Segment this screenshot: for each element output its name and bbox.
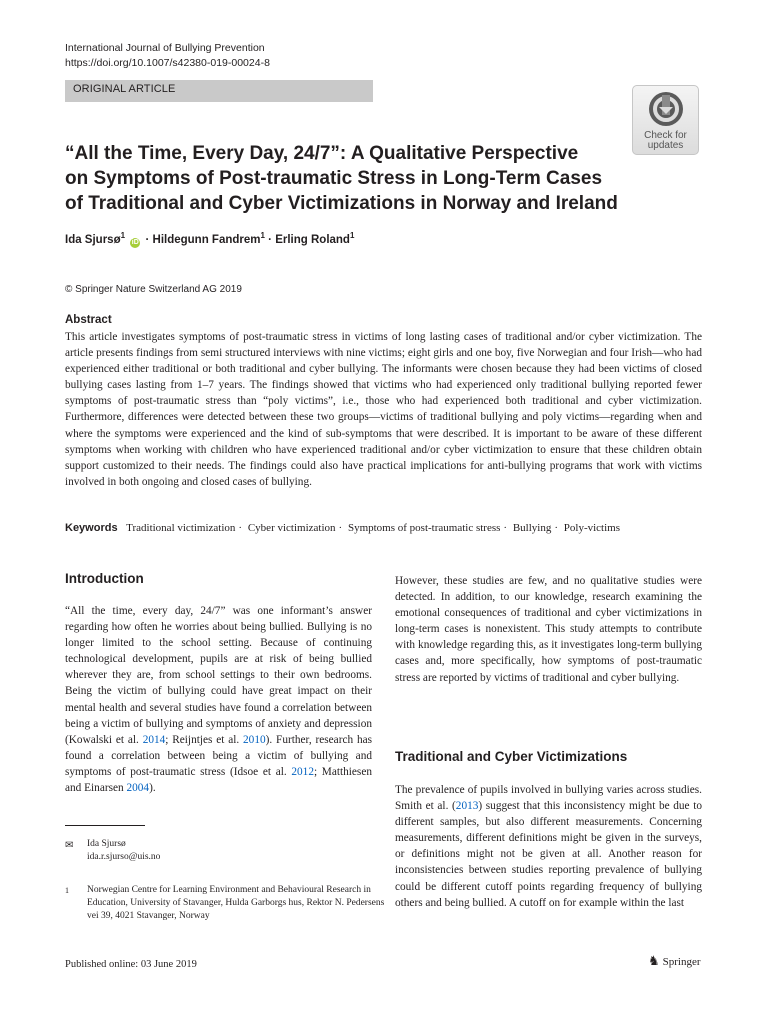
citation-link[interactable]: 2010	[243, 733, 266, 746]
author-1-name[interactable]: Ida Sjursø	[65, 233, 121, 246]
journal-header	[65, 41, 270, 71]
affiliation-text: Norwegian Centre for Learning Environment and Behavioural Research in Education, University of Stavanger, Hulda Garborgs hus, Rektor N. Pedersens vei 39, 4021 Stavanger, Norway	[87, 885, 385, 921]
citation-link[interactable]: 2014	[142, 733, 166, 746]
journal-name: International Journal of Bullying Prevention	[65, 42, 265, 54]
intro-text-4: ; Matthiesen and Einarsen	[65, 765, 372, 795]
author-separator: ·	[145, 233, 150, 246]
keyword-separator: ·	[503, 522, 508, 534]
keywords-line	[65, 522, 620, 534]
trad-text-2: ) suggest that this inconsistency might be due to different samples, but also different measurements. Concerning measurements, different definitions might be given in the surveys, or definitions might not be given at all. Another reason for inconsistencies between studies reporting prevalence of bullying could be different cutoff points regarding frequency of bullying others and being bullied. A cutoff on for example within the last	[395, 800, 702, 909]
contact-email[interactable]: ida.r.sjurso@uis.no	[87, 852, 161, 862]
article-type-label: ORIGINAL ARTICLE	[73, 83, 176, 95]
springer-horse-icon: ♞	[648, 953, 660, 968]
intro-text-1: “All the time, every day, 24/7” was one informant’s answer regarding how often he worries about being bullied. Bullying is no longer limited to the school setting. Because of continuing technological development, pupils are at risk of being bullied wherever they are, from school settings to their own bedrooms. Being the victim of bullying could have great impact on their mental health and several studies have found a correlation between being a victim of bullying and symptoms of anxiety and depression (Kowalski et al.	[65, 605, 372, 746]
introduction-heading: Introduction	[65, 571, 144, 586]
traditional-cyber-paragraph	[395, 782, 702, 911]
introduction-paragraph	[65, 603, 372, 796]
author-list	[65, 231, 354, 248]
author-3-name[interactable]: Erling Roland	[275, 233, 350, 246]
author-2-affiliation: 1	[260, 231, 265, 240]
published-date: Published online: 03 June 2019	[65, 959, 197, 970]
title-line-2: on Symptoms of Post-traumatic Stress in Long-Term Cases	[65, 168, 603, 189]
badge-line-1: Check for	[644, 130, 687, 141]
article-title	[65, 141, 625, 216]
keyword-separator: ·	[238, 522, 243, 534]
traditional-cyber-heading: Traditional and Cyber Victimizations	[395, 749, 628, 764]
intro-text-3: ). Further, research has found a correlation between being a victim of bullying and symptoms of post-traumatic stress (Idsoe et al.	[65, 733, 373, 778]
abstract-text: This article investigates symptoms of post-traumatic stress in victims of long lasting cases of traditional and/or cyber victimization. The article presents findings from semi structured interviews with nine victims; eight girls and one boy, five Norwegian and four Irish—who had experienced either traditional or both traditional and cyber bullying. The informants were chosen because they had been victims of closed bullying cases lasting from 1–7 years. The findings showed that victims who had experienced only traditional bullying reported fewer symptoms of post-traumatic stress than “poly victims”, i.e., those who had experienced both traditional and cyber victimization. Furthermore, differences were detected between these two groups—victims of traditional bullying and poly victims—regarding when and where the symptoms were experienced and the kind of sub-symptoms that were described. It is important to be aware of these different symptoms when working with children who have experienced traditional and/or cyber victimization to ensure that these children obtain support customized to their needs. The findings could also have practical implications for anti-bullying programs that work with victims involved in both ongoing and closed cases of bullying.	[65, 331, 702, 488]
intro-text-5: ).	[149, 782, 156, 795]
author-separator: ·	[268, 233, 272, 246]
keyword-separator: ·	[338, 522, 343, 534]
envelope-icon: ✉	[65, 840, 74, 851]
publisher-logo	[648, 953, 701, 969]
keyword-item: Traditional victimization	[126, 522, 236, 534]
author-2-name[interactable]: Hildegunn Fandrem	[152, 233, 261, 246]
footnote-divider	[65, 825, 145, 826]
check-for-updates-badge[interactable]	[632, 85, 699, 155]
title-line-3: of Traditional and Cyber Victimizations in Norway and Ireland	[65, 193, 618, 214]
author-3-affiliation: 1	[349, 231, 355, 240]
keywords-heading: Keywords	[65, 522, 118, 534]
affiliation-number: 1	[65, 886, 69, 895]
publisher-name: Springer	[662, 956, 701, 968]
contact-name: Ida Sjursø	[87, 839, 126, 849]
badge-line-2: updates	[647, 140, 684, 151]
keyword-item: Symptoms of post-traumatic stress	[347, 522, 501, 534]
citation-link[interactable]: 2013	[455, 800, 479, 813]
citation-link[interactable]: 2012	[291, 765, 314, 778]
title-line-1: “All the Time, Every Day, 24/7”: A Qualitative Perspective	[65, 143, 579, 164]
citation-link[interactable]: 2004	[126, 782, 150, 795]
orcid-icon[interactable]: iD	[131, 238, 139, 246]
intro-continuation-paragraph: However, these studies are few, and no qualitative studies were detected. In addition, to our knowledge, research examining the emotional consequences of traditional and cyber victimizations in long-term cases is nonexistent. This study attempts to contribute with knowledge regarding this, as it investigates long-term bullying cases and, more specifically, how symptoms of post-traumatic stress are reported by victims of traditional and cyber bullying.	[395, 575, 702, 684]
abstract-heading: Abstract	[65, 314, 112, 326]
doi-link[interactable]: https://doi.org/10.1007/s42380-019-00024-8	[65, 57, 270, 69]
author-1-affiliation: 1	[120, 231, 126, 240]
trad-text-1: The prevalence of pupils involved in bullying varies across studies. Smith et al. (	[395, 784, 702, 813]
copyright-notice: © Springer Nature Switzerland AG 2019	[65, 284, 242, 295]
article-type-banner	[65, 80, 373, 102]
crossmark-icon	[647, 90, 685, 128]
keyword-item: Cyber victimization	[247, 522, 336, 534]
keyword-separator: ·	[554, 522, 559, 534]
intro-text-2: ; Reijntjes et al.	[165, 733, 244, 746]
keyword-item: Poly-victims	[563, 522, 621, 534]
keyword-item: Bullying	[512, 522, 552, 534]
